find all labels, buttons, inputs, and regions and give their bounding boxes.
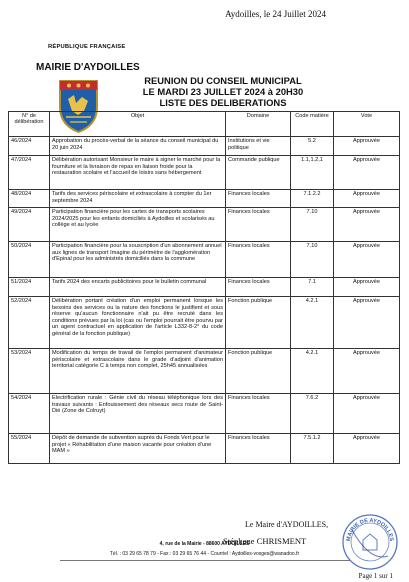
row-objet: Tarifs 2024 des encarts publicitoires pour le bulletin communal	[50, 278, 226, 297]
row-vote: Approuvée	[334, 394, 400, 434]
heading-line-1: REUNION DU CONSEIL MUNICIPAL	[144, 75, 302, 86]
row-domaine: Finances locales	[226, 278, 291, 297]
row-domaine: Finances locales	[226, 434, 291, 464]
table-row	[9, 208, 400, 242]
row-objet: Délibération autorisant Monsieur le maire à signer le marché pour la fourniture et la livraison de repas en liaison froide pour la restauration scolaire et l'accueil de loisirs sans hébergement	[50, 156, 226, 190]
row-vote: Approuvée	[334, 190, 400, 208]
row-code: 7.10	[291, 208, 334, 242]
row-code: 1.1,1.2,1	[291, 156, 334, 190]
row-objet: Modification du temps de travail de l'emploi permanent d'animateur périscolaire et extrascolaire dans le grade d'adjoint d'animation territorial catégorie C à temps non complet, 25h45 annualisées	[50, 349, 226, 394]
row-domaine: Finances locales	[226, 242, 291, 278]
table-row	[9, 349, 400, 394]
row-code: 7.5.1.2	[291, 434, 334, 464]
row-code: 5.2	[291, 137, 334, 156]
row-domaine: Finances locales	[226, 394, 291, 434]
header-code: Code matière	[291, 112, 334, 137]
row-domaine: Fonction publique	[226, 349, 291, 394]
table-row	[9, 156, 400, 190]
header-objet: Objet	[50, 112, 226, 137]
row-vote: Approuvée	[334, 434, 400, 464]
footer-address: 4, rue de la Mairie - 88600 AYDOILLES	[159, 541, 250, 547]
table-row	[9, 137, 400, 156]
mayor-signature-role: Le Maire d'AYDOILLES,	[245, 520, 329, 529]
row-num: 47/2024	[9, 156, 50, 190]
row-objet: Dépôt de demande de subvention auprès du Fonds Vert pour le projet « Réhabilitation d'une maison vacante pour création d'une MAM »	[50, 434, 226, 464]
heading-line-3: LISTE DES DELIBERATIONS	[159, 97, 287, 108]
row-code: 4.2.1	[291, 297, 334, 349]
republic-label: RÉPUBLIQUE FRANÇAISE	[48, 44, 126, 50]
deliberations-table	[8, 111, 400, 464]
row-objet: Electrification rurale : Génie civil du réseau téléphonique lors des travaux suivants : Enfouissement des réseaux secs route de Saint-Dié (Zone de Colruyt)	[50, 394, 226, 434]
row-vote: Approuvée	[334, 208, 400, 242]
row-num: 55/2024	[9, 434, 50, 464]
row-domaine: Fonction publique	[226, 297, 291, 349]
row-num: 51/2024	[9, 278, 50, 297]
footer-contact: Tél. : 03 29 65 78 79 - Fax : 03 29 65 76 44 - Courriel : Aydoilles-vosges@wanadoo.fr	[109, 551, 300, 557]
table-row	[9, 242, 400, 278]
row-num: 48/2024	[9, 190, 50, 208]
stamp-text: MAIRIE DE AYDOILLES	[345, 517, 395, 542]
header-num: N° de délibération	[9, 112, 50, 137]
heading-line-2: LE MARDI 23 JUILLET 2024 à 20H30	[142, 86, 304, 97]
row-objet: Participation financière pour la souscription d'un abonnement annuel aux lignes de transport Imagine du périmètre de l'agglomération d'Epinal pour les administrés domiciliés dans la commune	[50, 242, 226, 278]
row-vote: Approuvée	[334, 137, 400, 156]
meeting-heading	[112, 75, 334, 108]
header-vote: Vote	[334, 112, 400, 137]
row-code: 7.10	[291, 242, 334, 278]
row-vote: Approuvée	[334, 297, 400, 349]
row-code: 4.2.1	[291, 349, 334, 394]
table-row	[9, 394, 400, 434]
row-code: 7.1.2.2	[291, 190, 334, 208]
row-domaine: Institutions et vie politique	[226, 137, 291, 156]
row-code: 7.6.2	[291, 394, 334, 434]
table-row	[9, 297, 400, 349]
row-objet: Tarifs des services périscolaire et extrascolaire à compter du 1er septembre 2024	[50, 190, 226, 208]
mayor-name: Stéphane CHRISMENT	[223, 536, 307, 546]
table-row	[9, 434, 400, 464]
letter-date: Aydoilles, le 24 Juillet 2024	[225, 9, 326, 19]
row-objet: Approbation du procès-verbal de la séance du conseil municipal du 20 juin 2024	[50, 137, 226, 156]
row-code: 7.1	[291, 278, 334, 297]
row-objet: Délibération portant création d'un emploi permanent lorsque les besoins des services ou la nature des fonctions le justifient et sous réserve qu'aucun fonctionnaire n'ait pu être recruté dans les conditions prévues par la loi (cas ou l'emploi pourrait être pourvu par un agent contractuel en application de l'article L332-8-2° du code général de la fonction publique)	[50, 297, 226, 349]
row-num: 50/2024	[9, 242, 50, 278]
row-num: 46/2024	[9, 137, 50, 156]
row-num: 53/2024	[9, 349, 50, 394]
table-row	[9, 278, 400, 297]
table-row	[9, 190, 400, 208]
row-num: 54/2024	[9, 394, 50, 434]
row-num: 52/2024	[9, 297, 50, 349]
footer-divider	[60, 560, 350, 561]
table-header-row	[9, 112, 400, 137]
row-vote: Approuvée	[334, 242, 400, 278]
mairie-name: MAIRIE D'AYDOILLES	[36, 62, 140, 73]
row-objet: Participation financière pour les cartes de transports scolaires 2024/2025 pour les enfants domiciliés à Aydoilles et scolarisés au collège et au lycée	[50, 208, 226, 242]
header-domaine: Domaine	[226, 112, 291, 137]
row-domaine: Finances locales	[226, 190, 291, 208]
row-domaine: Commande publique	[226, 156, 291, 190]
row-vote: Approuvée	[334, 156, 400, 190]
row-vote: Approuvée	[334, 278, 400, 297]
row-vote: Approuvée	[334, 349, 400, 394]
page-number: Page 1 sur 1	[358, 572, 393, 580]
row-num: 49/2024	[9, 208, 50, 242]
row-domaine: Finances locales	[226, 208, 291, 242]
